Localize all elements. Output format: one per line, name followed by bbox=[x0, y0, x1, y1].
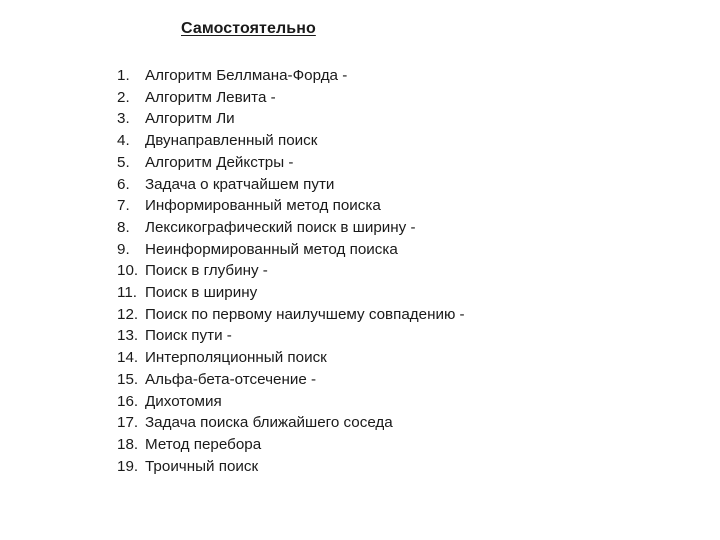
item-number: 4. bbox=[117, 132, 130, 150]
item-number: 2. bbox=[117, 88, 130, 106]
item-number: 18. bbox=[117, 435, 139, 453]
item-text: Метод перебора bbox=[145, 435, 262, 453]
list-item bbox=[117, 87, 465, 109]
item-text: Алгоритм Левита - bbox=[145, 88, 276, 106]
list-item bbox=[117, 152, 465, 174]
item-number: 9. bbox=[117, 240, 130, 258]
item-number: 3. bbox=[117, 110, 130, 128]
list-item bbox=[117, 304, 465, 326]
list-item bbox=[117, 195, 465, 217]
list-item bbox=[117, 65, 465, 87]
item-text: Дихотомия bbox=[145, 392, 222, 410]
list-item bbox=[117, 369, 465, 391]
item-text: Поиск в глубину - bbox=[145, 262, 268, 280]
topic-list bbox=[117, 65, 465, 477]
item-number: 11. bbox=[117, 284, 137, 302]
list-item bbox=[117, 282, 465, 304]
item-text: Двунаправленный поиск bbox=[145, 132, 318, 150]
item-number: 12. bbox=[117, 305, 139, 323]
item-number: 14. bbox=[117, 349, 139, 367]
item-number: 16. bbox=[117, 392, 139, 410]
list-item bbox=[117, 260, 465, 282]
item-text: Поиск пути - bbox=[145, 327, 232, 345]
list-item bbox=[117, 391, 465, 413]
list-item bbox=[117, 239, 465, 261]
item-number: 17. bbox=[117, 414, 139, 432]
list-item bbox=[117, 347, 465, 369]
item-text: Поиск по первому наилучшему совпадению - bbox=[145, 305, 465, 323]
item-text: Алгоритм Дейкстры - bbox=[145, 153, 294, 171]
list-item bbox=[117, 434, 465, 456]
item-text: Поиск в ширину bbox=[145, 284, 258, 302]
item-text: Альфа-бета-отсечение - bbox=[145, 370, 317, 388]
item-text: Неинформированный метод поиска bbox=[145, 240, 398, 258]
item-number: 13. bbox=[117, 327, 139, 345]
list-item bbox=[117, 325, 465, 347]
list-item bbox=[117, 130, 465, 152]
item-text: Информированный метод поиска bbox=[145, 197, 381, 215]
item-text: Задача о кратчайшем пути bbox=[145, 175, 335, 193]
item-number: 19. bbox=[117, 457, 139, 475]
item-text: Алгоритм Беллмана-Форда - bbox=[145, 67, 348, 84]
list-item bbox=[117, 456, 465, 478]
item-text: Интерполяционный поиск bbox=[145, 349, 327, 367]
item-number: 5. bbox=[117, 153, 130, 171]
item-number: 7. bbox=[117, 197, 130, 215]
item-number: 6. bbox=[117, 175, 130, 193]
list-item bbox=[117, 108, 465, 130]
item-text: Задача поиска ближайшего соседа bbox=[145, 414, 393, 432]
item-text: Алгоритм Ли bbox=[145, 110, 235, 128]
item-number: 10. bbox=[117, 262, 139, 280]
item-number: 15. bbox=[117, 370, 139, 388]
page-title: Самостоятельно bbox=[181, 20, 316, 37]
item-text: Лексикографический поиск в ширину - bbox=[145, 218, 416, 236]
list-item bbox=[117, 174, 465, 196]
list-item bbox=[117, 217, 465, 239]
item-number: 1. bbox=[117, 67, 130, 84]
item-number: 8. bbox=[117, 218, 130, 236]
item-text: Троичный поиск bbox=[145, 457, 259, 475]
list-item bbox=[117, 412, 465, 434]
